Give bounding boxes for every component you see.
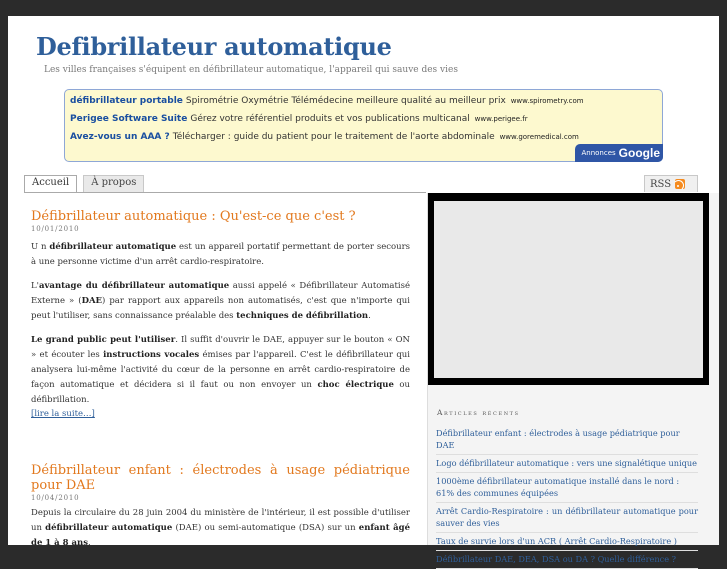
ad-title[interactable]: défibrillateur portable [70, 96, 183, 106]
rss-feed-icon [675, 179, 685, 189]
ads-by-google-badge[interactable] [575, 144, 663, 162]
ad-item[interactable] [70, 114, 528, 124]
ad-url[interactable]: www.goremedical.com [499, 133, 579, 141]
nav-tabs [24, 175, 144, 192]
tab-a-propos[interactable]: À propos [83, 175, 144, 192]
main-content [24, 196, 426, 548]
list-item[interactable]: 1000ème défibrillateur automatique installé dans le nord : 61% des communes équipées [436, 473, 698, 503]
list-item[interactable]: Logo défibrillateur automatique : vers une signalétique unique [436, 455, 698, 473]
post-paragraph: Depuis la circulaire du 28 juin 2004 du ministère de l'intérieur, il est possible d'utiliser un défibrillateur automatique (DAE) ou semi-automatique (DSA) sur un enfant âgé de 1 à 8 ans. [31, 508, 410, 548]
ad-text: Gérez votre référentiel produits et vos publications multicanal [190, 114, 470, 124]
ad-text: Spirométrie Oxymétrie Télémédecine meilleure qualité au meilleur prix [185, 96, 506, 106]
tab-accueil[interactable]: Accueil [24, 175, 77, 192]
post-title[interactable]: Défibrillateur automatique : Qu'est-ce que c'est ? [31, 209, 356, 224]
ad-url[interactable]: www.perigee.fr [474, 115, 528, 123]
ad-frame [434, 201, 703, 378]
post-paragraph: Le grand public peut l'utiliser. Il suffit d'ouvrir le DAE, appuyer sur le bouton « ON » et écouter les instructions vocales émises par l'appareil. C'est le défibrillateur qui analysera lui-même l'activité du cœur de la personne en arrêt cardio-respiratoire de façon automatique et décidera si il faut ou non envoyer un choc électrique ou défibrillation. [31, 335, 411, 405]
tabs-divider [24, 192, 426, 193]
post-paragraph: U n défibrillateur automatique est un appareil portatif permettant de porter secours à une personne victime d'un arrêt cardio-respiratoire. [31, 242, 410, 267]
page [8, 16, 719, 564]
post-date: 10/04/2010 [31, 494, 80, 502]
rss-link[interactable] [644, 175, 698, 192]
rss-label: RSS [650, 178, 672, 190]
ad-title[interactable]: Perigee Software Suite [70, 114, 188, 124]
list-item[interactable]: Taux de survie lors d'un ACR ( Arrêt Cardio-Respiratoire ) [436, 533, 698, 551]
ads-badge-label: Annonces [581, 149, 616, 157]
ad-item[interactable] [70, 132, 579, 142]
site-title[interactable]: Defibrillateur automatique [36, 32, 392, 61]
ad-item[interactable] [70, 96, 584, 106]
list-item[interactable]: Défibrillateur DAE, DEA, DSA ou DA ? Quelle différence ? [436, 551, 698, 569]
ad-url[interactable]: www.spirometry.com [510, 97, 584, 105]
post-date: 10/01/2010 [31, 225, 80, 233]
ad-title[interactable]: Avez-vous un AAA ? [70, 132, 170, 142]
read-more-link[interactable]: [lire la suite…] [31, 409, 95, 419]
ad-block [64, 89, 663, 162]
sidebar [427, 193, 719, 564]
sidebar-ad-placeholder[interactable] [428, 193, 709, 385]
post-paragraph: L'avantage du défibrillateur automatique aussi appelé « Défibrillateur Automatisé Externe » (DAE) par rapport aux appareils non automatisés, c'est que n'importe qui peut l'utiliser, sans connaissance préalable des techniques de défibrillation. [31, 281, 411, 321]
site-tagline: Les villes françaises s'équipent en défibrillateur automatique, l'appareil qui sauve des vies [44, 65, 458, 75]
list-item[interactable]: Défibrillateur enfant : électrodes à usage pédiatrique pour DAE [436, 425, 698, 455]
recent-articles-list [436, 425, 698, 569]
post [31, 209, 410, 420]
post [31, 463, 410, 551]
ad-text: Télécharger : guide du patient pour le traitement de l'aorte abdominale [172, 132, 495, 142]
recent-articles-heading: Articles récents [437, 408, 520, 417]
google-logo-icon: Google [618, 146, 660, 160]
list-item[interactable]: Arrêt Cardio-Respiratoire : un défibrillateur automatique pour sauver des vies [436, 503, 698, 533]
post-title[interactable]: Défibrillateur enfant : électrodes à usage pédiatrique pour DAE [31, 463, 410, 493]
